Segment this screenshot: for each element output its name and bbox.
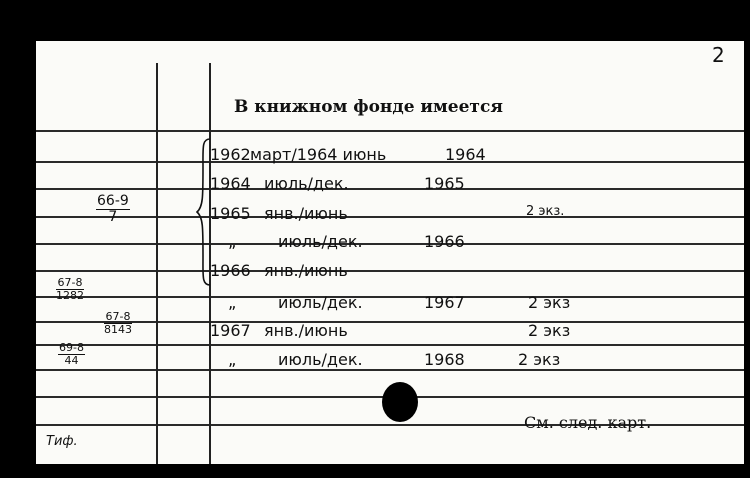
row-note: 2 экз xyxy=(528,321,571,340)
row-period: июль/дек. xyxy=(278,232,363,251)
margin-note-denominator: 1282 xyxy=(56,288,84,302)
ruled-line xyxy=(36,243,744,245)
margin-note-numerator: 69-8 xyxy=(59,341,84,354)
row-until: 1965 xyxy=(424,174,465,193)
row-period: июль/дек. xyxy=(278,350,363,369)
row-until: 1964 xyxy=(445,145,486,164)
see-next-card-note: См. след. карт. xyxy=(524,413,652,432)
row-period: янв./июнь xyxy=(264,261,348,280)
margin-note xyxy=(96,194,130,224)
ruled-line xyxy=(36,321,744,323)
ruled-line xyxy=(36,369,744,371)
margin-note xyxy=(104,311,132,335)
margin-line-left xyxy=(156,63,158,464)
catalog-card xyxy=(36,41,744,464)
margin-note-numerator: 67-8 xyxy=(105,310,131,323)
row-year: 1966 xyxy=(210,261,251,280)
row-note: 2 экз xyxy=(528,293,571,312)
row-period: июль/дек. xyxy=(264,174,349,193)
corner-mark: Тиф. xyxy=(46,434,78,449)
row-until: 1967 xyxy=(424,293,465,312)
row-year: 1962 xyxy=(210,145,251,164)
margin-note-denominator: 44 xyxy=(64,353,79,367)
row-year: 1964 xyxy=(210,174,251,193)
ruled-line xyxy=(36,270,744,272)
card-title: В книжном фонде имеется xyxy=(234,97,503,117)
ruled-line xyxy=(36,188,744,190)
row-period: март/1964 июнь xyxy=(250,145,387,164)
margin-note-denominator: 8143 xyxy=(104,322,132,336)
margin-note-denominator: 7 xyxy=(108,208,118,225)
row-until: 1966 xyxy=(424,232,465,251)
ruled-line xyxy=(36,344,744,346)
ruled-line xyxy=(36,216,744,218)
row-year: „ xyxy=(228,293,237,312)
row-period: июль/дек. xyxy=(278,293,363,312)
row-year: „ xyxy=(228,232,237,251)
margin-note xyxy=(56,277,84,301)
margin-note-numerator: 67-8 xyxy=(57,276,83,289)
row-year: 1965 xyxy=(210,204,251,223)
margin-note-numerator: 66-9 xyxy=(97,193,129,209)
row-year: 1967 xyxy=(210,321,251,340)
row-period: янв./июнь xyxy=(264,321,348,340)
row-note: 2 экз xyxy=(518,350,561,369)
ruled-line xyxy=(36,161,744,163)
ink-blot xyxy=(382,382,418,422)
ruled-line xyxy=(36,296,744,298)
row-period: янв./июнь xyxy=(264,204,348,223)
ruled-line xyxy=(36,130,744,132)
margin-note xyxy=(58,342,85,366)
row-until: 1968 xyxy=(424,350,465,369)
row-note: 2 экз. xyxy=(526,204,565,219)
page-number: 2 xyxy=(712,43,725,67)
row-year: „ xyxy=(228,350,237,369)
